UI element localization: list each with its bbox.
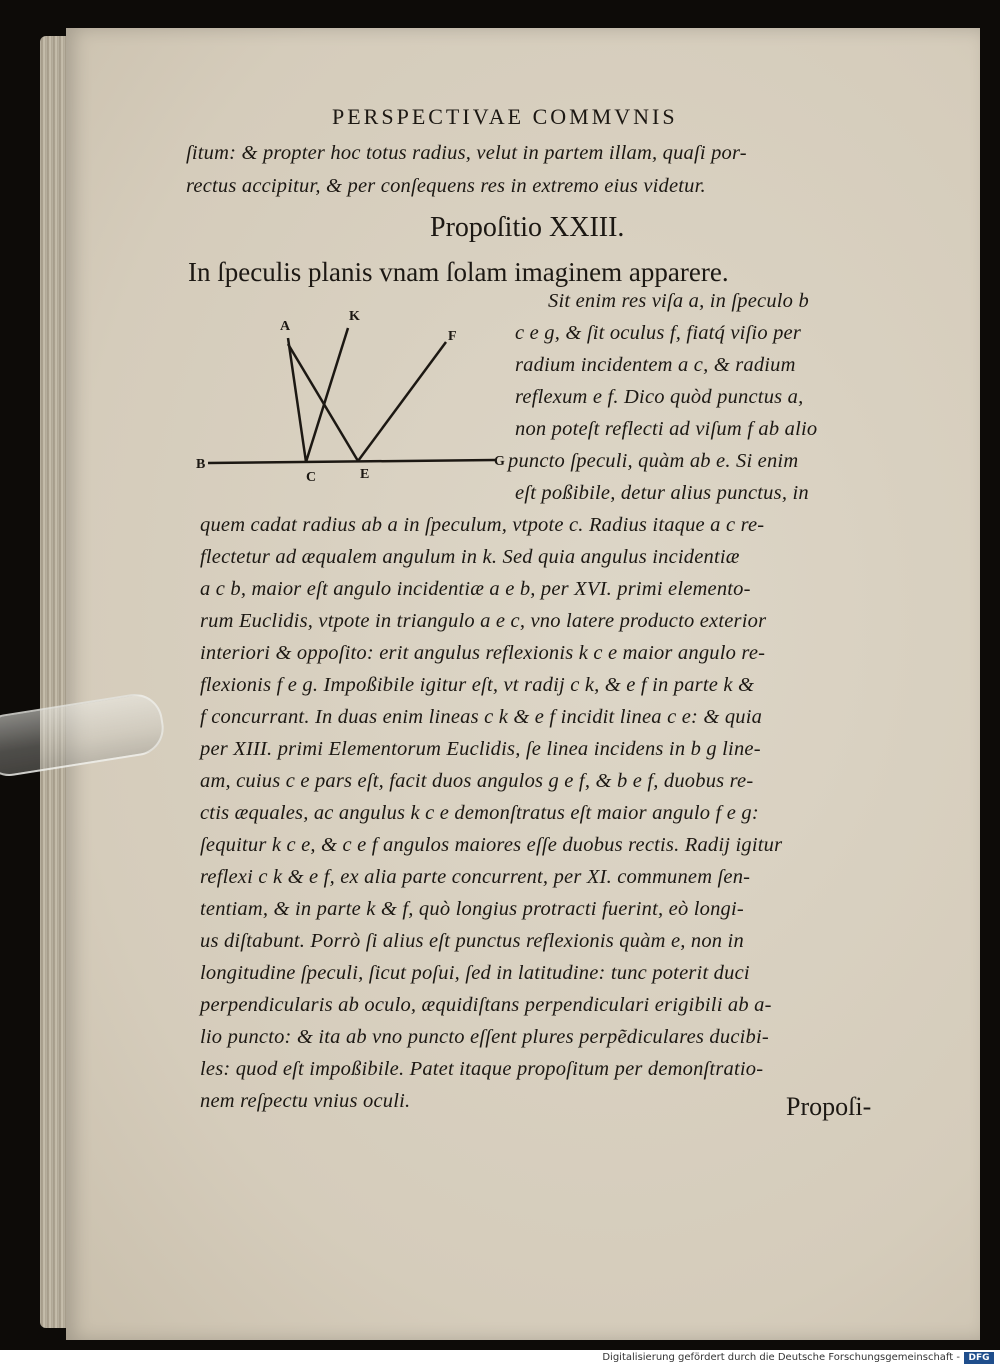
ray-c-k [306, 328, 348, 462]
label-c: C [306, 470, 317, 485]
label-e: E [360, 467, 370, 482]
label-b: B [196, 457, 206, 472]
label-k: K [349, 309, 360, 324]
ray-e-f [358, 342, 446, 461]
text-line: interiori & oppoſito: erit angulus reflexionis k c e maior angulo re- [200, 642, 766, 664]
mirror-line-bg [208, 460, 495, 463]
text-line: puncto ſpeculi, quàm ab e. Si enim [508, 450, 799, 472]
proposition-subtitle: In ſpeculis planis vnam ſolam imaginem apparere. [188, 257, 729, 287]
mirror-diagram [190, 300, 520, 490]
text-line: les: quod eſt impoßibile. Patet itaque propoſitum per demonſtratio- [200, 1058, 764, 1080]
text-line: c e g, & ſit oculus f, fiatq́ viſio per [515, 322, 802, 344]
text-line: ſequitur k c e, & c e f angulos maiores eſſe duobus rectis. Radij igitur [200, 834, 783, 856]
text-line: lio puncto: & ita ab vno puncto eſſent plures perpẽdiculares ducibi- [200, 1026, 769, 1048]
text-line: perpendicularis ab oculo, æquidiſtans perpendiculari erigibili ab a- [200, 994, 772, 1016]
text-line: flectetur ad æqualem angulum in k. Sed quia angulus incidentiæ [200, 546, 740, 568]
catchword: Propoſi- [786, 1092, 872, 1121]
footer-credit: Digitalisierung gefördert durch die Deutsche Forschungsgemeinschaft - [602, 1352, 960, 1363]
text-line: tentiam, & in parte k & f, quò longius protracti fuerint, eò longi- [200, 898, 744, 920]
text-line: radium incidentem a c, & radium [515, 354, 796, 376]
proposition-title: Propoſitio XXIII. [430, 212, 625, 243]
label-a: A [280, 319, 291, 334]
text-line: am, cuius c e pars eſt, facit duos angulos g e f, & b e f, duobus re- [200, 770, 754, 792]
text-line: f concurrant. In duas enim lineas c k & e f incidit linea c e: & quia [200, 706, 763, 728]
continuation-line: ſitum: & propter hoc totus radius, velut in partem illam, quaſi por- [186, 142, 747, 164]
text-line: rum Euclidis, vtpote in triangulo a e c, vno latere producto exterior [200, 610, 767, 632]
text-line: us diſtabunt. Porrò ſi alius eſt punctus reflexionis quàm e, non in [200, 930, 744, 952]
text-line: eſt poßibile, detur alius punctus, in [515, 482, 809, 504]
text-line: nem reſpectu vnius oculi. [200, 1090, 411, 1112]
text-line: quem cadat radius ab a in ſpeculum, vtpote c. Radius itaque a c re- [200, 514, 765, 536]
text-line: a c b, maior eſt angulo incidentiæ a e b, per XVI. primi elemento- [200, 578, 751, 600]
text-line: reflexum e f. Dico quòd punctus a, [515, 386, 804, 408]
text-line: per XIII. primi Elementorum Euclidis, ſe linea incidens in b g line- [200, 738, 761, 760]
continuation-line: rectus accipitur, & per conſequens res in extremo eius videtur. [186, 175, 706, 197]
running-head: PERSPECTIVAE COMMVNIS [332, 104, 678, 129]
text-line: non poteſt reflecti ad viſum f ab alio [515, 418, 818, 440]
ray-a-c [288, 338, 306, 462]
label-g: G [494, 454, 505, 469]
label-f: F [448, 329, 457, 344]
dfg-logo: DFG [964, 1352, 994, 1364]
text-line: Sit enim res viſa a, in ſpeculo b [548, 290, 809, 312]
text-line: flexionis f e g. Impoßibile igitur eſt, vt radij c k, & e f in parte k & [200, 674, 755, 696]
text-line: ctis æquales, ac angulus k c e demonſtratus eſt maior angulo f e g: [200, 802, 759, 824]
text-line: longitudine ſpeculi, ſicut poſui, ſed in latitudine: tunc poterit duci [200, 962, 750, 984]
text-line: reflexi c k & e f, ex alia parte concurrent, per XI. communem ſen- [200, 866, 751, 888]
